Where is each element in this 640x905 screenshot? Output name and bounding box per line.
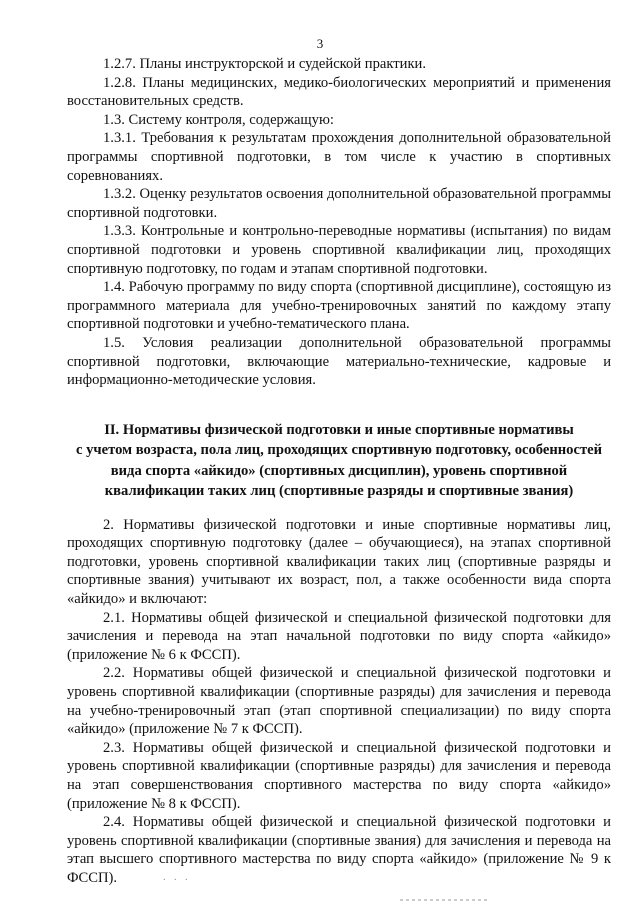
paragraph-1-3-1: 1.3.1. Требования к результатам прохождения дополнительной образовательной программы спортивной подготовки, в том числе к участию в спортивных соревнованиях.: [67, 130, 611, 184]
paragraph-1-3-2: 1.3.2. Оценку результатов освоения дополнительной образовательной программы спортивной подготовки.: [67, 186, 611, 221]
scan-dots: . . .: [163, 872, 191, 884]
paragraph-2: 2. Нормативы физической подготовки и иные спортивные нормативы лиц, проходящих спортивную подготовку (далее – обучающиеся), на этапах спортивной подготовки, уровень спортивной квалификации таких лиц (спортивные разряды и спортивные звания) учитывают их возраст, пол, а также особенности вида спорта «айкидо» и включают:: [67, 516, 611, 608]
paragraph-1-3: 1.3. Систему контроля, содержащую:: [103, 111, 334, 128]
section-title-line-3: вида спорта «айкидо» (спортивных дисциплин), уровень спортивной: [110, 462, 568, 479]
paragraph-2-1: 2.1. Нормативы общей физической и специальной физической подготовки для зачисления и перевода на этап начальной подготовки по виду спорта «айкидо» (приложение № 6 к ФССП).: [67, 609, 611, 663]
paragraph-1-2-8: 1.2.8. Планы медицинских, медико-биологических мероприятий и применения восстановительных средств.: [67, 74, 611, 110]
paragraph-1-3-3: 1.3.3. Контрольные и контрольно-переводные нормативы (испытания) по видам спортивной подготовки и уровень спортивной квалификации лиц, проходящих спортивную подготовку, по годам и этапам спортивной подготовки.: [67, 223, 611, 277]
paragraph-2-4: [67, 813, 611, 888]
paragraph-2-3: 2.3. Нормативы общей физической и специальной физической подготовки и уровень спортивной квалификации (спортивные разряды) для зачисления и перевода на этап совершенствования спортивного мастерства по виду спорта «айкидо» (приложение № 8 к ФССП).: [67, 739, 611, 812]
document-body: [67, 55, 611, 888]
section-title-line-2: с учетом возраста, пола лиц, проходящих спортивную подготовку, особенностей: [76, 442, 602, 459]
paragraph-2-2: 2.2. Нормативы общей физической и специальной физической подготовки и уровень спортивной квалификации (спортивные разряды) для зачисления и перевода на учебно-тренировочный этап (этап спортивной специализации) по виду спорта «айкидо» (приложение № 7 к ФССП).: [67, 665, 611, 738]
section-title: [67, 420, 611, 502]
scan-artifact: [400, 899, 490, 901]
section-title-line-1: II. Нормативы физической подготовки и иные спортивные нормативы: [104, 421, 574, 438]
paragraph-1-5: 1.5. Условия реализации дополнительной образовательной программы спортивной подготовки, включающие материально-технические, кадровые и информационно-методические условия.: [67, 334, 611, 389]
paragraph-1-2-7: 1.2.7. Планы инструкторской и судейской практики.: [103, 56, 426, 72]
paragraph-2-4-text: 2.4. Нормативы общей физической и специальной физической подготовки и уровень спортивной квалификации (спортивные звания) для зачисления и перевода на этап высшего спортивного мастерства по виду спорта «айкидо» (приложение № 9 к ФССП).: [67, 814, 611, 886]
section-title-line-4: квалификации таких лиц (спортивные разряды и спортивные звания): [104, 483, 574, 500]
paragraph-1-4: 1.4. Рабочую программу по виду спорта (спортивной дисциплине), состоящую из программного материала для учебно-тренировочных занятий по каждому этапу спортивной подготовки и учебно-тематического плана.: [67, 279, 611, 333]
page-number: 3: [316, 36, 324, 51]
